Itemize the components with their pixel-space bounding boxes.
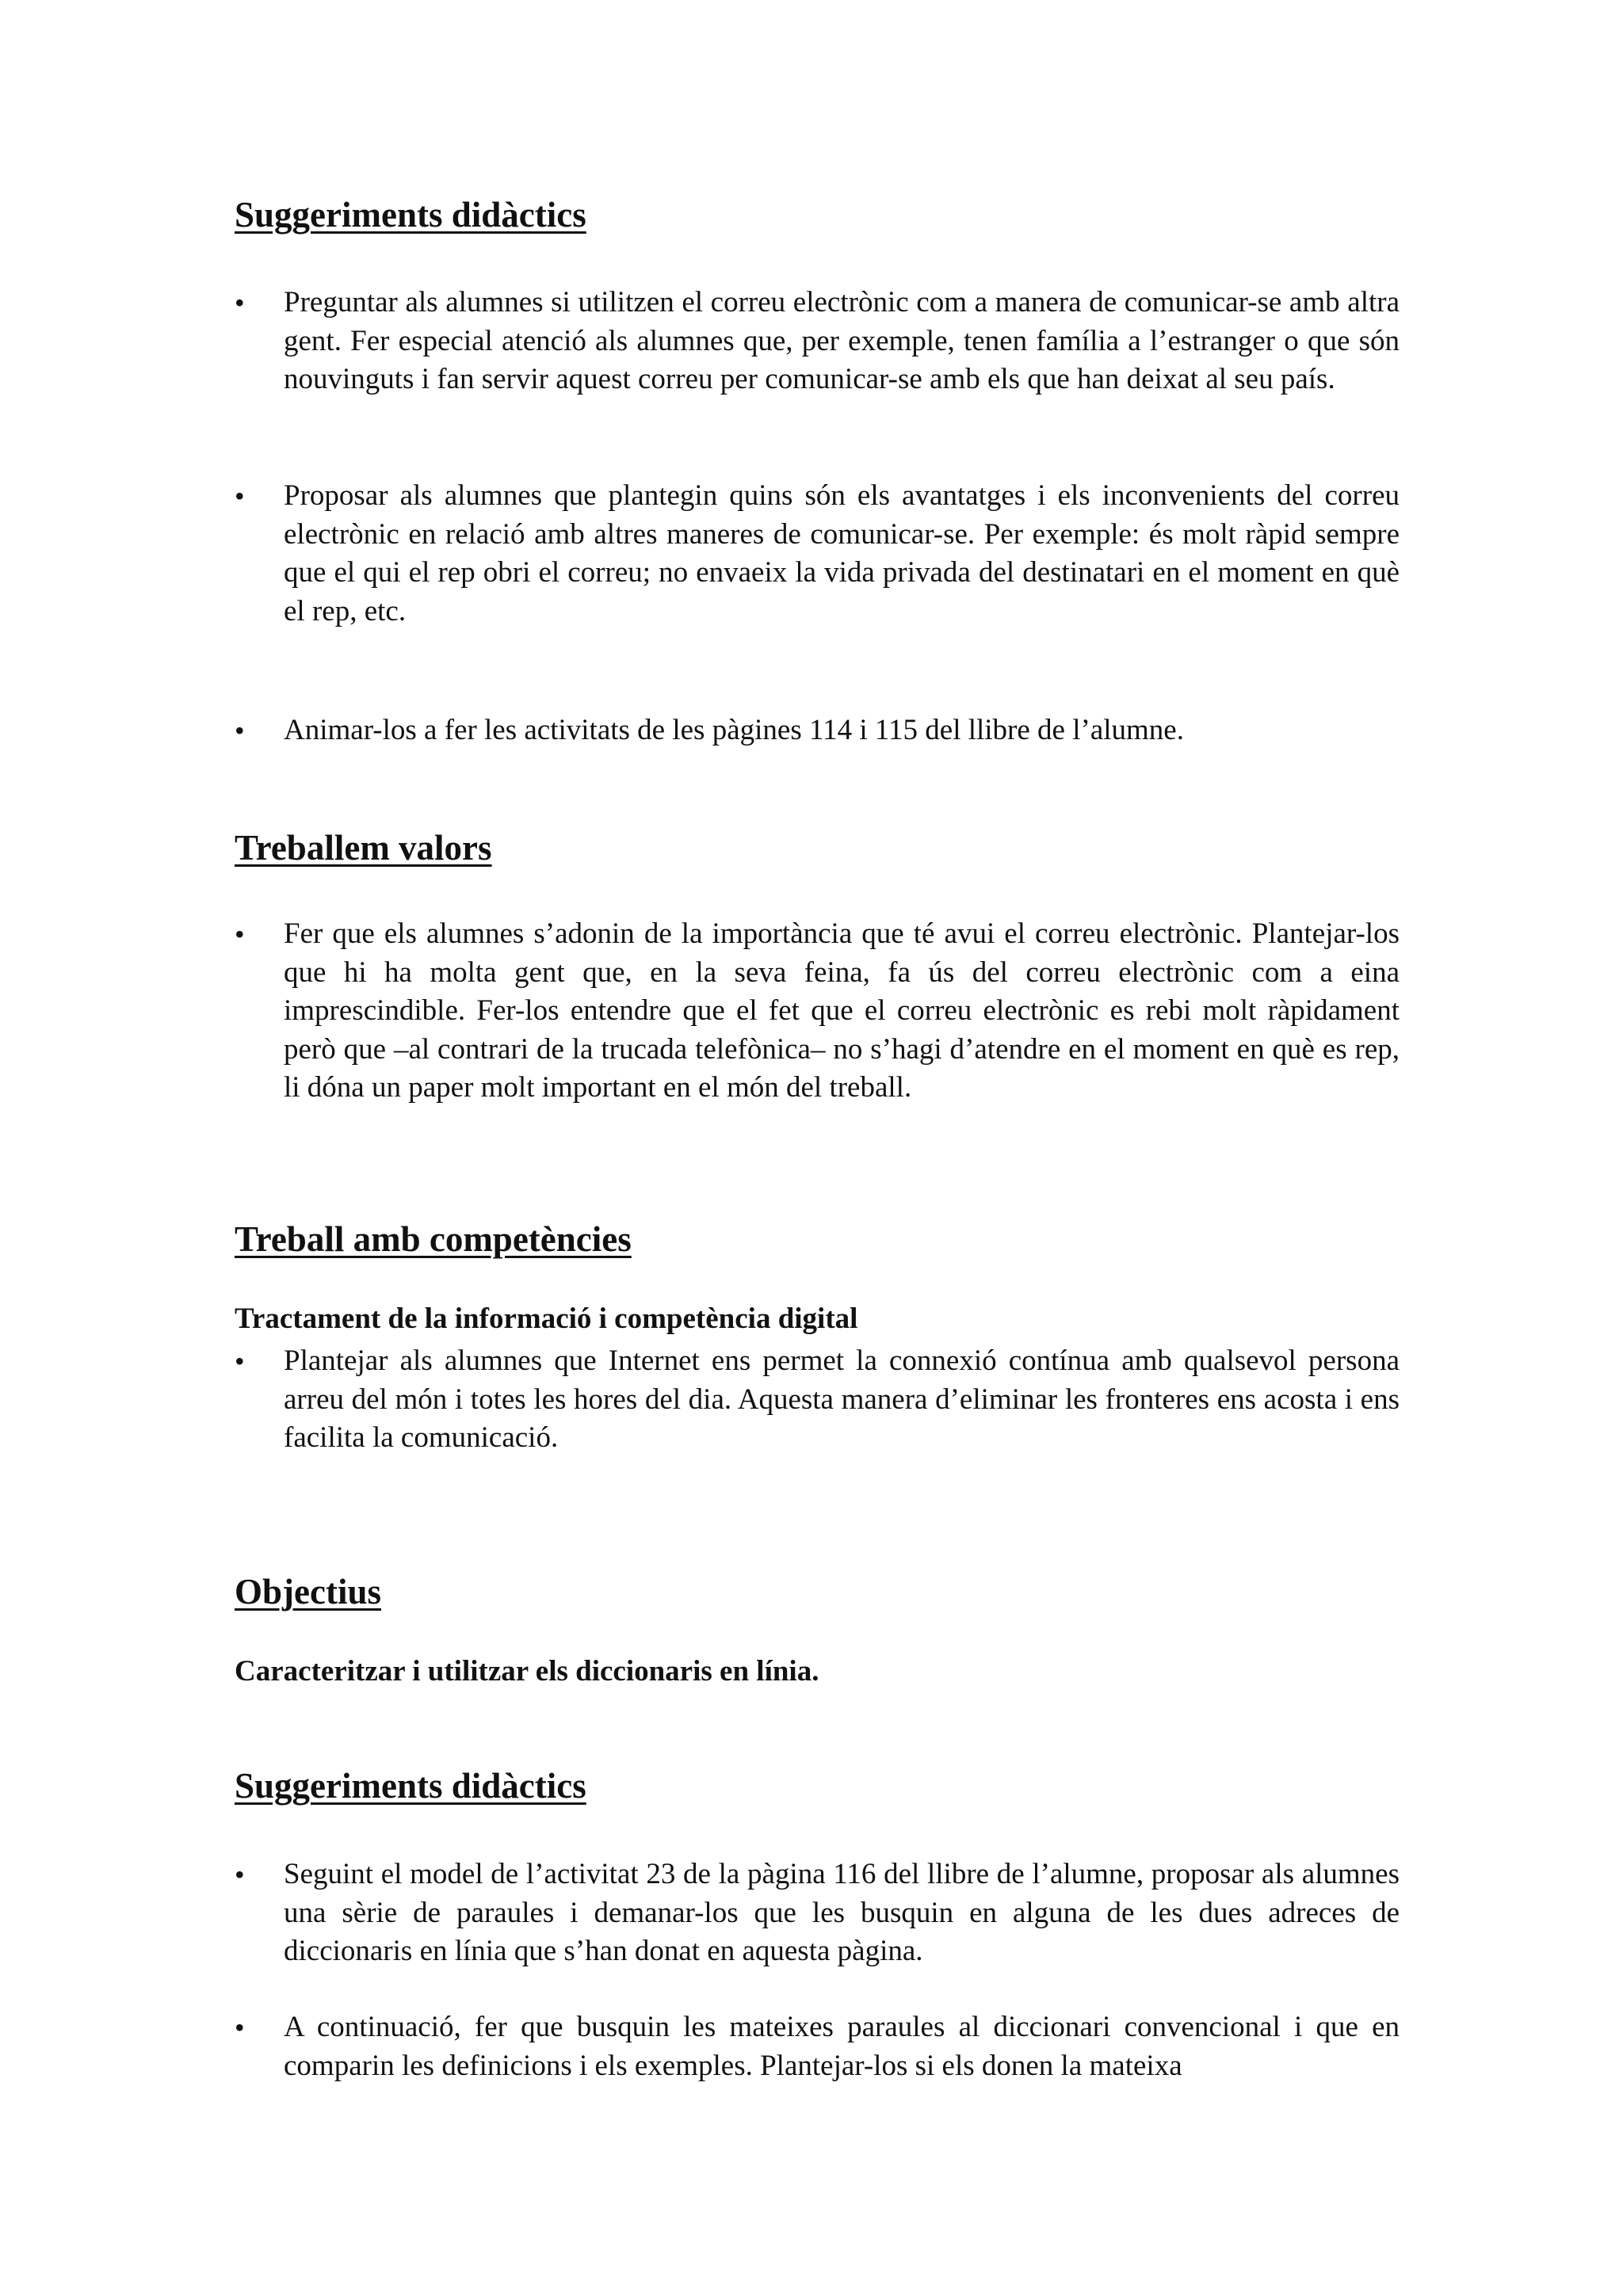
list-item-text: Fer que els alumnes s’adonin de la importància que té avui el correu electrònic. Plantejar-los que hi ha molta gent que, en la seva feina, fa ús del correu electrònic com a eina imprescindible. Fer-los entendre que el fet que el correu electrònic es rebi molt ràpidament però que –al contrari de la trucada telefònica– no s’hagi d’atendre en el moment en què es rep, li dóna un paper molt important en el món del treball. — [284, 917, 1400, 1104]
bullet-icon: • — [235, 918, 245, 950]
list-item — [235, 2008, 1400, 2085]
section-heading-suggeriments: Suggeriments didàctics — [235, 195, 586, 235]
bullet-icon: • — [235, 1859, 245, 1890]
section-heading-competencies: Treball amb competències — [235, 1219, 632, 1259]
list-item-text: Animar-los a fer les activitats de les pàgines 114 i 115 del llibre de l’alumne. — [284, 714, 1184, 746]
list-item — [235, 1855, 1400, 1971]
list-item-text: Proposar als alumnes que plantegin quins són els avantatges i els inconvenients del correu electrònic en relació amb altres maneres de comunicar-se. Per exemple: és molt ràpid sempre que el qui el rep obri el correu; no envaeix la vida privada del destinatari en el moment en què el rep, etc. — [284, 479, 1400, 627]
list-item-text: Preguntar als alumnes si utilitzen el correu electrònic com a manera de comunicar-se amb altra gent. Fer especial atenció als alumnes que, per exemple, tenen família a l’estranger o que són nouvinguts i fan servir aquest correu per comunicar-se amb els que han deixat al seu país. — [284, 286, 1400, 395]
list-item — [235, 915, 1400, 1108]
list-item — [235, 1342, 1400, 1458]
list-item-text: A continuació, fer que busquin les mateixes paraules al diccionari convencional i que en comparin les definicions i els exemples. Plantejar-los si els donen la mateixa — [284, 2011, 1400, 2082]
list-item — [235, 477, 1400, 631]
list-item — [235, 284, 1400, 399]
bullet-icon: • — [235, 1345, 245, 1377]
subheading-competencia-digital: Tractament de la informació i competència digital — [235, 1302, 858, 1335]
bullet-icon: • — [235, 480, 245, 512]
bullet-icon: • — [235, 715, 245, 746]
section-heading-objectius: Objectius — [235, 1572, 381, 1611]
bullet-icon: • — [235, 287, 245, 318]
section-heading-suggeriments-2: Suggeriments didàctics — [235, 1766, 586, 1806]
list-item — [235, 711, 1400, 750]
subheading-objectiu: Caracteritzar i utilitzar els diccionaris en línia. — [235, 1655, 819, 1688]
list-item-text: Seguint el model de l’activitat 23 de la pàgina 116 del llibre de l’alumne, proposar als alumnes una sèrie de paraules i demanar-los que les busquin en alguna de les dues adreces de diccionaris en línia que s’han donat en aquesta pàgina. — [284, 1858, 1400, 1967]
list-item-text: Plantejar als alumnes que Internet ens permet la connexió contínua amb qualsevol persona arreu del món i totes les hores del dia. Aquesta manera d’eliminar les fronteres ens acosta i ens facilita la comunicació. — [284, 1344, 1400, 1454]
bullet-icon: • — [235, 2012, 245, 2043]
section-heading-valors: Treballem valors — [235, 828, 492, 868]
